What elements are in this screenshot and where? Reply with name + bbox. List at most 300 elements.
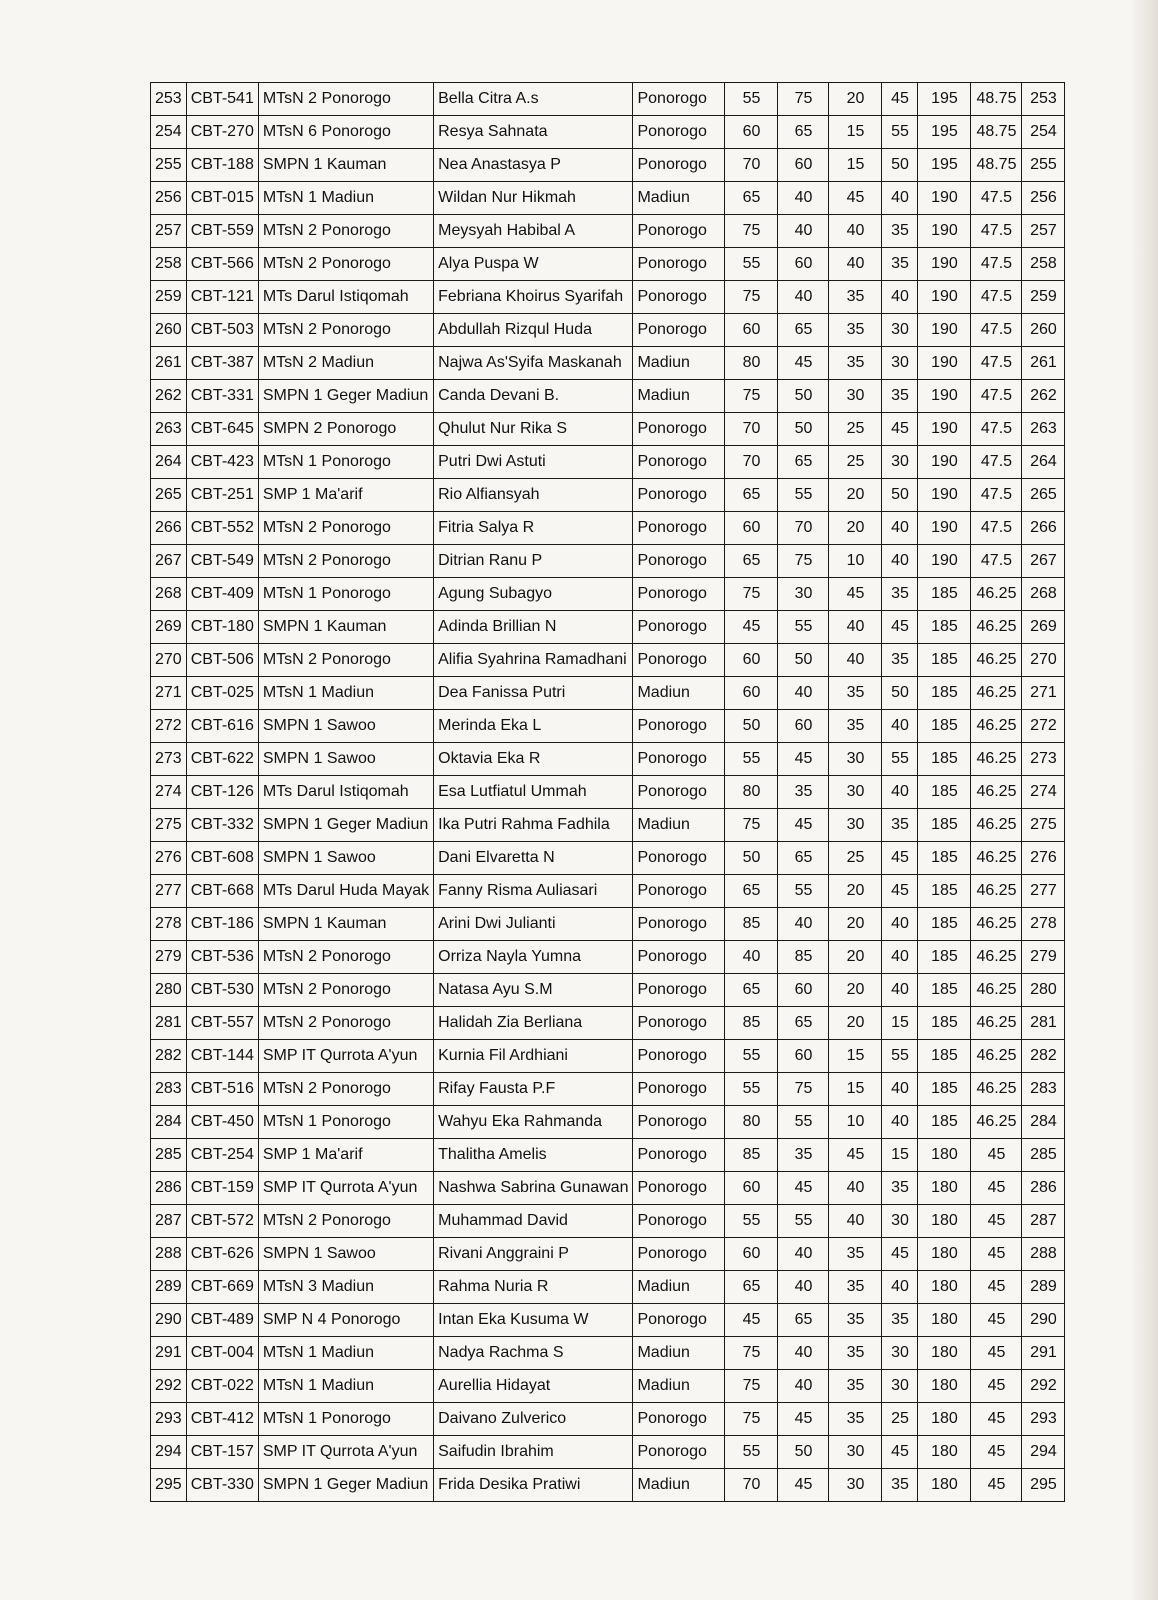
final-score: 47.5 — [971, 182, 1022, 215]
student-name: Abdullah Rizqul Huda — [434, 314, 633, 347]
rank-number: 265 — [151, 479, 187, 512]
rank-number: 280 — [151, 974, 187, 1007]
score-1: 60 — [725, 1172, 778, 1205]
school-name: SMPN 1 Sawoo — [258, 1238, 433, 1271]
rank-repeat: 264 — [1022, 446, 1065, 479]
participant-code: CBT-530 — [186, 974, 258, 1007]
school-name: MTsN 2 Ponorogo — [258, 644, 433, 677]
student-name: Qhulut Nur Rika S — [434, 413, 633, 446]
score-3: 25 — [829, 446, 882, 479]
final-score: 46.25 — [971, 1073, 1022, 1106]
score-4: 45 — [882, 413, 918, 446]
score-4: 50 — [882, 479, 918, 512]
final-score: 46.25 — [971, 710, 1022, 743]
participant-code: CBT-541 — [186, 83, 258, 116]
participant-code: CBT-412 — [186, 1403, 258, 1436]
score-2: 45 — [778, 1172, 829, 1205]
final-score: 45 — [971, 1436, 1022, 1469]
school-name: SMP IT Qurrota A'yun — [258, 1040, 433, 1073]
total-score: 195 — [918, 149, 971, 182]
rank-repeat: 280 — [1022, 974, 1065, 1007]
school-name: MTs Darul Istiqomah — [258, 281, 433, 314]
school-name: SMP 1 Ma'arif — [258, 1139, 433, 1172]
participant-code: CBT-270 — [186, 116, 258, 149]
score-1: 55 — [725, 1436, 778, 1469]
score-3: 35 — [829, 1304, 882, 1337]
region: Madiun — [633, 1370, 725, 1403]
student-name: Putri Dwi Astuti — [434, 446, 633, 479]
student-name: Rifay Fausta P.F — [434, 1073, 633, 1106]
total-score: 190 — [918, 446, 971, 479]
school-name: MTsN 2 Ponorogo — [258, 314, 433, 347]
rank-repeat: 260 — [1022, 314, 1065, 347]
total-score: 185 — [918, 908, 971, 941]
region: Ponorogo — [633, 1073, 725, 1106]
final-score: 46.25 — [971, 842, 1022, 875]
rank-number: 269 — [151, 611, 187, 644]
rank-number: 253 — [151, 83, 187, 116]
rank-number: 266 — [151, 512, 187, 545]
school-name: SMP IT Qurrota A'yun — [258, 1436, 433, 1469]
school-name: MTsN 3 Madiun — [258, 1271, 433, 1304]
score-3: 35 — [829, 1403, 882, 1436]
rank-number: 288 — [151, 1238, 187, 1271]
score-4: 40 — [882, 512, 918, 545]
table-row — [151, 1469, 1065, 1502]
school-name: MTsN 2 Ponorogo — [258, 215, 433, 248]
rank-number: 268 — [151, 578, 187, 611]
score-1: 75 — [725, 809, 778, 842]
score-1: 60 — [725, 116, 778, 149]
final-score: 47.5 — [971, 545, 1022, 578]
score-2: 65 — [778, 1304, 829, 1337]
rank-repeat: 263 — [1022, 413, 1065, 446]
rank-number: 259 — [151, 281, 187, 314]
school-name: SMPN 2 Ponorogo — [258, 413, 433, 446]
participant-code: CBT-626 — [186, 1238, 258, 1271]
school-name: MTsN 2 Ponorogo — [258, 1073, 433, 1106]
score-2: 60 — [778, 149, 829, 182]
table-row — [151, 611, 1065, 644]
region: Ponorogo — [633, 974, 725, 1007]
total-score: 190 — [918, 380, 971, 413]
participant-code: CBT-450 — [186, 1106, 258, 1139]
score-1: 65 — [725, 479, 778, 512]
total-score: 180 — [918, 1337, 971, 1370]
school-name: SMPN 1 Kauman — [258, 908, 433, 941]
participant-code: CBT-332 — [186, 809, 258, 842]
final-score: 47.5 — [971, 215, 1022, 248]
region: Ponorogo — [633, 842, 725, 875]
final-score: 46.25 — [971, 644, 1022, 677]
rank-number: 256 — [151, 182, 187, 215]
total-score: 180 — [918, 1469, 971, 1502]
student-name: Ditrian Ranu P — [434, 545, 633, 578]
rank-repeat: 261 — [1022, 347, 1065, 380]
score-1: 55 — [725, 83, 778, 116]
total-score: 190 — [918, 248, 971, 281]
table-body — [151, 83, 1065, 1502]
total-score: 180 — [918, 1370, 971, 1403]
rank-repeat: 257 — [1022, 215, 1065, 248]
ranking-table — [150, 82, 1065, 1502]
rank-number: 271 — [151, 677, 187, 710]
rank-number: 276 — [151, 842, 187, 875]
score-4: 35 — [882, 578, 918, 611]
rank-number: 283 — [151, 1073, 187, 1106]
score-3: 40 — [829, 248, 882, 281]
school-name: MTsN 2 Ponorogo — [258, 1205, 433, 1238]
score-4: 30 — [882, 1205, 918, 1238]
table-row — [151, 215, 1065, 248]
score-4: 40 — [882, 908, 918, 941]
score-2: 70 — [778, 512, 829, 545]
rank-repeat: 256 — [1022, 182, 1065, 215]
region: Ponorogo — [633, 248, 725, 281]
score-3: 20 — [829, 512, 882, 545]
final-score: 47.5 — [971, 248, 1022, 281]
participant-code: CBT-025 — [186, 677, 258, 710]
school-name: MTsN 2 Ponorogo — [258, 512, 433, 545]
score-1: 70 — [725, 413, 778, 446]
final-score: 46.25 — [971, 677, 1022, 710]
rank-repeat: 274 — [1022, 776, 1065, 809]
student-name: Saifudin Ibrahim — [434, 1436, 633, 1469]
score-4: 40 — [882, 710, 918, 743]
region: Ponorogo — [633, 644, 725, 677]
table-row — [151, 677, 1065, 710]
total-score: 185 — [918, 611, 971, 644]
rank-number: 279 — [151, 941, 187, 974]
rank-number: 293 — [151, 1403, 187, 1436]
participant-code: CBT-645 — [186, 413, 258, 446]
final-score: 45 — [971, 1139, 1022, 1172]
score-3: 35 — [829, 314, 882, 347]
score-4: 50 — [882, 149, 918, 182]
school-name: SMP N 4 Ponorogo — [258, 1304, 433, 1337]
score-4: 40 — [882, 281, 918, 314]
student-name: Dani Elvaretta N — [434, 842, 633, 875]
score-2: 65 — [778, 842, 829, 875]
score-4: 35 — [882, 1469, 918, 1502]
total-score: 185 — [918, 578, 971, 611]
total-score: 180 — [918, 1139, 971, 1172]
score-2: 55 — [778, 1205, 829, 1238]
score-1: 60 — [725, 512, 778, 545]
school-name: MTsN 1 Ponorogo — [258, 1403, 433, 1436]
student-name: Frida Desika Pratiwi — [434, 1469, 633, 1502]
rank-repeat: 266 — [1022, 512, 1065, 545]
total-score: 185 — [918, 875, 971, 908]
rank-number: 286 — [151, 1172, 187, 1205]
rank-number: 272 — [151, 710, 187, 743]
score-2: 45 — [778, 809, 829, 842]
score-2: 65 — [778, 1007, 829, 1040]
school-name: SMPN 1 Kauman — [258, 149, 433, 182]
student-name: Febriana Khoirus Syarifah — [434, 281, 633, 314]
score-2: 35 — [778, 776, 829, 809]
region: Ponorogo — [633, 1106, 725, 1139]
score-1: 65 — [725, 545, 778, 578]
participant-code: CBT-387 — [186, 347, 258, 380]
score-3: 10 — [829, 545, 882, 578]
student-name: Ika Putri Rahma Fadhila — [434, 809, 633, 842]
rank-number: 270 — [151, 644, 187, 677]
score-4: 30 — [882, 314, 918, 347]
score-1: 65 — [725, 1271, 778, 1304]
final-score: 48.75 — [971, 83, 1022, 116]
final-score: 47.5 — [971, 413, 1022, 446]
score-2: 75 — [778, 83, 829, 116]
school-name: MTs Darul Huda Mayak — [258, 875, 433, 908]
score-2: 60 — [778, 248, 829, 281]
rank-number: 278 — [151, 908, 187, 941]
student-name: Nea Anastasya P — [434, 149, 633, 182]
student-name: Meysyah Habibal A — [434, 215, 633, 248]
participant-code: CBT-186 — [186, 908, 258, 941]
school-name: MTsN 1 Madiun — [258, 1337, 433, 1370]
rank-repeat: 294 — [1022, 1436, 1065, 1469]
score-2: 45 — [778, 347, 829, 380]
region: Ponorogo — [633, 149, 725, 182]
table-row — [151, 974, 1065, 1007]
score-2: 65 — [778, 446, 829, 479]
score-1: 60 — [725, 314, 778, 347]
participant-code: CBT-423 — [186, 446, 258, 479]
student-name: Najwa As'Syifa Maskanah — [434, 347, 633, 380]
school-name: MTsN 1 Madiun — [258, 677, 433, 710]
region: Ponorogo — [633, 611, 725, 644]
score-1: 70 — [725, 446, 778, 479]
final-score: 45 — [971, 1238, 1022, 1271]
student-name: Oktavia Eka R — [434, 743, 633, 776]
score-1: 65 — [725, 875, 778, 908]
score-3: 25 — [829, 842, 882, 875]
rank-repeat: 265 — [1022, 479, 1065, 512]
rank-number: 258 — [151, 248, 187, 281]
rank-number: 260 — [151, 314, 187, 347]
rank-number: 290 — [151, 1304, 187, 1337]
score-3: 30 — [829, 743, 882, 776]
region: Ponorogo — [633, 578, 725, 611]
rank-repeat: 287 — [1022, 1205, 1065, 1238]
table-row — [151, 1073, 1065, 1106]
rank-repeat: 276 — [1022, 842, 1065, 875]
score-4: 40 — [882, 776, 918, 809]
participant-code: CBT-549 — [186, 545, 258, 578]
participant-code: CBT-608 — [186, 842, 258, 875]
score-3: 10 — [829, 1106, 882, 1139]
participant-code: CBT-557 — [186, 1007, 258, 1040]
participant-code: CBT-669 — [186, 1271, 258, 1304]
student-name: Bella Citra A.s — [434, 83, 633, 116]
total-score: 185 — [918, 776, 971, 809]
table-row — [151, 809, 1065, 842]
total-score: 195 — [918, 83, 971, 116]
region: Ponorogo — [633, 710, 725, 743]
score-1: 50 — [725, 710, 778, 743]
score-3: 20 — [829, 83, 882, 116]
total-score: 190 — [918, 413, 971, 446]
score-1: 45 — [725, 1304, 778, 1337]
table-row — [151, 1337, 1065, 1370]
region: Ponorogo — [633, 1007, 725, 1040]
final-score: 45 — [971, 1403, 1022, 1436]
table-row — [151, 149, 1065, 182]
score-2: 30 — [778, 578, 829, 611]
score-3: 40 — [829, 1205, 882, 1238]
score-1: 85 — [725, 1007, 778, 1040]
table-row — [151, 347, 1065, 380]
rank-repeat: 262 — [1022, 380, 1065, 413]
total-score: 190 — [918, 215, 971, 248]
rank-repeat: 258 — [1022, 248, 1065, 281]
school-name: MTsN 2 Ponorogo — [258, 248, 433, 281]
school-name: SMP 1 Ma'arif — [258, 479, 433, 512]
score-3: 15 — [829, 1040, 882, 1073]
school-name: SMPN 1 Kauman — [258, 611, 433, 644]
score-1: 55 — [725, 248, 778, 281]
region: Ponorogo — [633, 446, 725, 479]
school-name: MTsN 1 Madiun — [258, 182, 433, 215]
score-2: 40 — [778, 908, 829, 941]
school-name: SMPN 1 Geger Madiun — [258, 809, 433, 842]
score-4: 40 — [882, 545, 918, 578]
score-3: 20 — [829, 875, 882, 908]
student-name: Rivani Anggraini P — [434, 1238, 633, 1271]
score-2: 55 — [778, 875, 829, 908]
score-4: 35 — [882, 1304, 918, 1337]
score-3: 45 — [829, 578, 882, 611]
region: Madiun — [633, 182, 725, 215]
rank-repeat: 275 — [1022, 809, 1065, 842]
score-3: 45 — [829, 182, 882, 215]
region: Ponorogo — [633, 743, 725, 776]
student-name: Rahma Nuria R — [434, 1271, 633, 1304]
final-score: 47.5 — [971, 347, 1022, 380]
table-row — [151, 842, 1065, 875]
score-2: 75 — [778, 1073, 829, 1106]
region: Ponorogo — [633, 413, 725, 446]
score-2: 45 — [778, 1469, 829, 1502]
score-2: 55 — [778, 1106, 829, 1139]
final-score: 48.75 — [971, 149, 1022, 182]
rank-repeat: 282 — [1022, 1040, 1065, 1073]
score-1: 75 — [725, 1337, 778, 1370]
total-score: 190 — [918, 545, 971, 578]
table-row — [151, 1370, 1065, 1403]
region: Ponorogo — [633, 941, 725, 974]
final-score: 47.5 — [971, 512, 1022, 545]
school-name: MTsN 1 Madiun — [258, 1370, 433, 1403]
school-name: SMPN 1 Sawoo — [258, 743, 433, 776]
rank-repeat: 291 — [1022, 1337, 1065, 1370]
rank-number: 261 — [151, 347, 187, 380]
score-2: 60 — [778, 974, 829, 1007]
score-3: 40 — [829, 644, 882, 677]
region: Ponorogo — [633, 215, 725, 248]
score-1: 85 — [725, 1139, 778, 1172]
region: Ponorogo — [633, 1238, 725, 1271]
rank-repeat: 293 — [1022, 1403, 1065, 1436]
total-score: 190 — [918, 347, 971, 380]
rank-repeat: 277 — [1022, 875, 1065, 908]
final-score: 45 — [971, 1370, 1022, 1403]
final-score: 46.25 — [971, 743, 1022, 776]
total-score: 185 — [918, 1106, 971, 1139]
participant-code: CBT-015 — [186, 182, 258, 215]
score-3: 20 — [829, 974, 882, 1007]
rank-number: 295 — [151, 1469, 187, 1502]
participant-code: CBT-506 — [186, 644, 258, 677]
total-score: 185 — [918, 1073, 971, 1106]
region: Ponorogo — [633, 1205, 725, 1238]
participant-code: CBT-536 — [186, 941, 258, 974]
table-row — [151, 941, 1065, 974]
score-3: 20 — [829, 941, 882, 974]
score-2: 50 — [778, 380, 829, 413]
score-3: 30 — [829, 1436, 882, 1469]
final-score: 45 — [971, 1172, 1022, 1205]
region: Ponorogo — [633, 479, 725, 512]
score-1: 55 — [725, 1040, 778, 1073]
score-1: 80 — [725, 1106, 778, 1139]
school-name: MTsN 6 Ponorogo — [258, 116, 433, 149]
score-4: 45 — [882, 611, 918, 644]
final-score: 45 — [971, 1205, 1022, 1238]
score-4: 40 — [882, 1073, 918, 1106]
score-2: 40 — [778, 215, 829, 248]
table-row — [151, 182, 1065, 215]
rank-number: 289 — [151, 1271, 187, 1304]
score-4: 40 — [882, 941, 918, 974]
score-4: 30 — [882, 347, 918, 380]
total-score: 185 — [918, 842, 971, 875]
student-name: Esa Lutfiatul Ummah — [434, 776, 633, 809]
student-name: Adinda Brillian N — [434, 611, 633, 644]
score-1: 40 — [725, 941, 778, 974]
region: Ponorogo — [633, 1172, 725, 1205]
score-1: 50 — [725, 842, 778, 875]
table-row — [151, 1007, 1065, 1040]
rank-number: 262 — [151, 380, 187, 413]
student-name: Thalitha Amelis — [434, 1139, 633, 1172]
total-score: 190 — [918, 182, 971, 215]
table-row — [151, 776, 1065, 809]
rank-number: 287 — [151, 1205, 187, 1238]
student-name: Muhammad David — [434, 1205, 633, 1238]
participant-code: CBT-180 — [186, 611, 258, 644]
table-row — [151, 512, 1065, 545]
score-1: 75 — [725, 380, 778, 413]
score-1: 80 — [725, 347, 778, 380]
rank-repeat: 259 — [1022, 281, 1065, 314]
student-name: Kurnia Fil Ardhiani — [434, 1040, 633, 1073]
final-score: 47.5 — [971, 281, 1022, 314]
table-row — [151, 1172, 1065, 1205]
student-name: Natasa Ayu S.M — [434, 974, 633, 1007]
score-1: 60 — [725, 1238, 778, 1271]
score-1: 70 — [725, 1469, 778, 1502]
student-name: Dea Fanissa Putri — [434, 677, 633, 710]
participant-code: CBT-251 — [186, 479, 258, 512]
total-score: 185 — [918, 644, 971, 677]
participant-code: CBT-668 — [186, 875, 258, 908]
participant-code: CBT-489 — [186, 1304, 258, 1337]
student-name: Fitria Salya R — [434, 512, 633, 545]
final-score: 46.25 — [971, 776, 1022, 809]
table-row — [151, 248, 1065, 281]
